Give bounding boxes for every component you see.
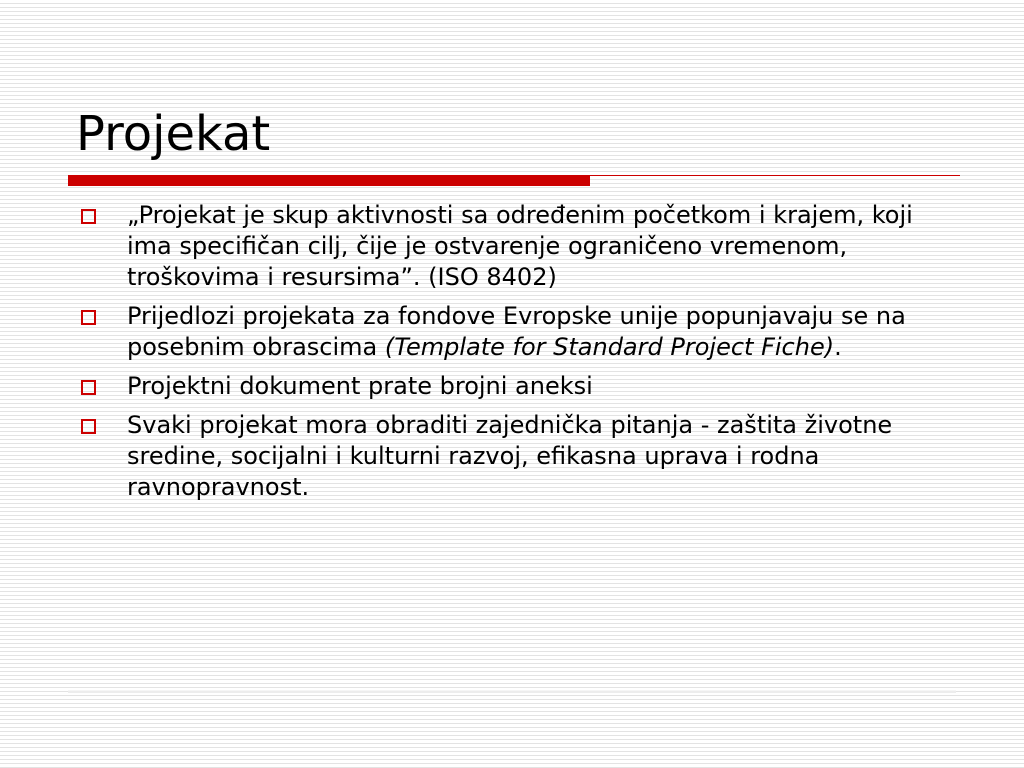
bullet-list — [76, 200, 956, 511]
bullet-text: „Projekat je skup aktivnosti sa određenim početkom i krajem, koji ima specifičan cilj, čije je ostvarenje ograničeno vremenom, troškovima i resursima”. (ISO 8402) — [127, 201, 913, 291]
title-underline-line — [590, 175, 960, 176]
square-outline-bullet-icon — [81, 380, 96, 395]
bullet-text-regular: Prijedlozi projekata za fondove Evropske unije popunjavaju se na posebnim obrascima — [127, 302, 906, 361]
bullet-text-tail: . — [834, 333, 842, 361]
bullet-item — [76, 410, 956, 503]
slide-title: Projekat — [76, 106, 271, 162]
bullet-text — [127, 302, 906, 361]
bullet-text: Projektni dokument prate brojni aneksi — [127, 372, 593, 400]
square-outline-bullet-icon — [81, 209, 96, 224]
bullet-text-italic: (Template for Standard Project Fiche) — [384, 333, 835, 361]
title-underline-accent — [68, 175, 590, 186]
bullet-text: Svaki projekat mora obraditi zajednička pitanja - zaštita životne sredine, socijalni i kulturni razvoj, efikasna uprava i rodna ravnopravnost. — [127, 411, 893, 501]
square-outline-bullet-icon — [81, 419, 96, 434]
square-outline-bullet-icon — [81, 310, 96, 325]
footer-divider — [68, 690, 956, 693]
bullet-item — [76, 200, 956, 293]
bullet-item — [76, 301, 956, 363]
bullet-item — [76, 371, 956, 402]
